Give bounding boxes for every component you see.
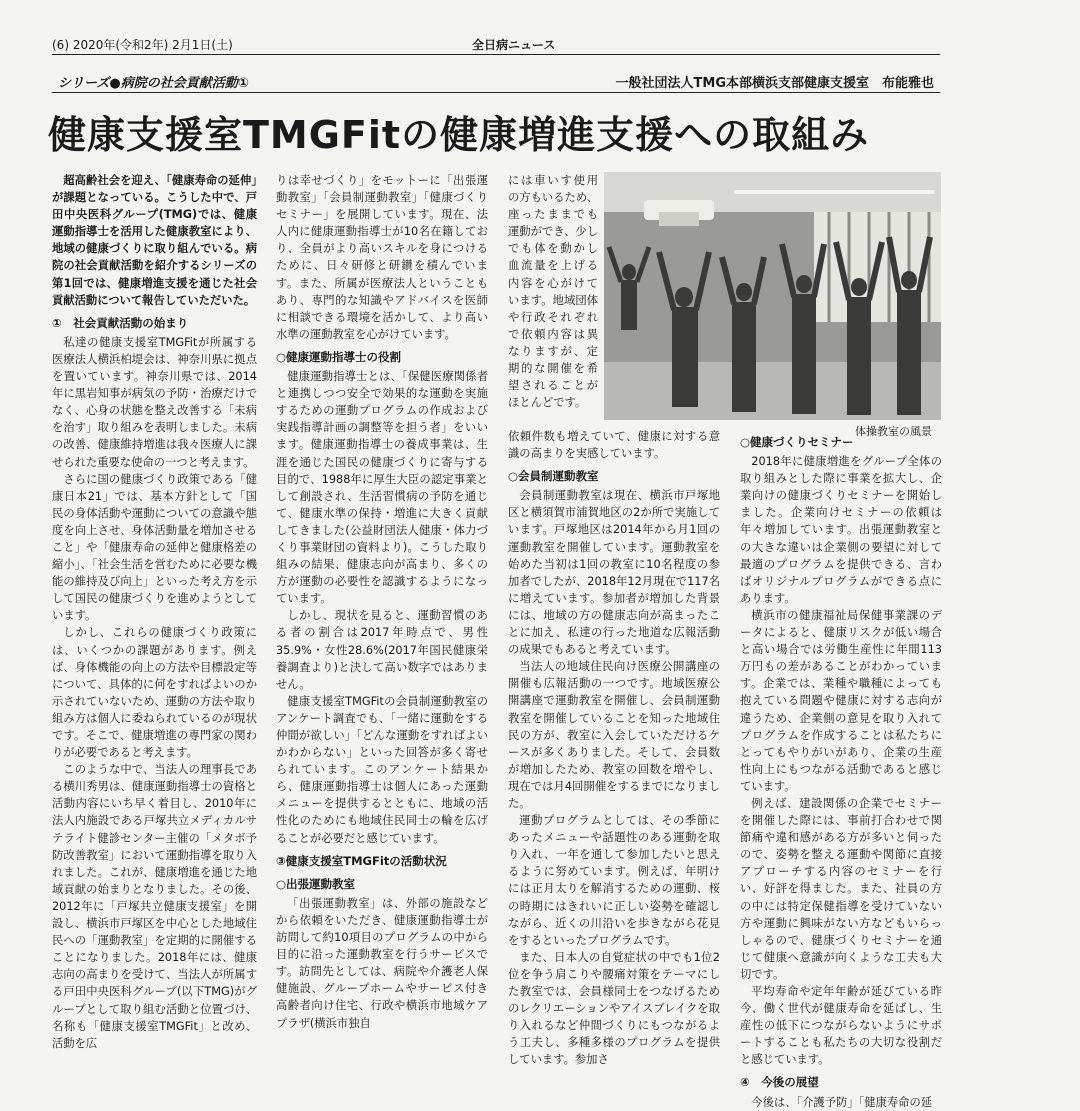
series-rule xyxy=(52,92,940,93)
paragraph: 健康支援室TMGFitの会員制運動教室のアンケート調査でも、「一緒に運動をする仲間が欲しい」「どんな運動をすればよいかわからない」といった回答が多く寄せられています。このアンケート結果から、健康運動指導士は個人にあった運動メニューを提供するとともに、地域の活性化のためにも地域住民同士の輪を広げることが必要だと感じています。 xyxy=(276,694,488,845)
photo-caption: 体操教室の風景 xyxy=(855,425,932,438)
subsection-heading: ○健康運動指導士の役割 xyxy=(276,349,402,364)
paragraph: しかし、現状を見ると、運動習慣のある者の割合は2017年時点で、男性35.9%・女性28.6%(2017年国民健康栄養調査より)と決して高い数字ではありません。 xyxy=(276,609,488,691)
paragraph: 例えば、建設関係の企業でセミナーを開催した際には、事前打合わせで関節痛や違和感がある方が多いと伺ったので、姿勢を整える運動や関節に直接アプローチする内容のセミナーを行い、好評を得ました。また、社員の方の中には特定保健指導を受けていない方や運動に興味がない方などもいらっしゃるので、健康づくりセミナーを通じて健康へ意識が向くような工夫も大切です。 xyxy=(740,796,942,981)
paragraph: 今後は、「介護予防」「健康寿命の延 xyxy=(751,1095,933,1109)
paragraph: 平均寿命や定年年齢が延びている昨今、働く世代が健康寿命を延ばし、生産性の低下につながらないようにサポートすることも私たちの大切な役割だと感じています。 xyxy=(740,985,942,1067)
series-bar xyxy=(52,70,940,92)
exercise-class-photo xyxy=(604,172,941,420)
paragraph: このような中で、当法人の理事長である横川秀男は、健康運動指導士の資格と活動内容にいち早く着目し、2010年に法人内施設である戸塚共立メディカルサテライト健診センター主催の「メタボ予防改善教室」において運動指導を取り入れました。これが、健康増進を通じた地域貢献の始まりとなりました。その後、2012年に「戸塚共立健康支援室」を開設し、横浜市戸塚区を中心とした地域住民への「運動教室」を定期的に開催することになりました。2018年には、健康志向の高まりを受けて、当法人が所属する戸田中央医科グループ(以下TMG)がグループとして取り組む活動と位置づけ、名称も「健康支援室TMGFit」と改め、活動を広 xyxy=(52,763,257,1050)
section-heading: ③健康支援室TMGFitの活動状況 xyxy=(276,853,447,868)
header-rule xyxy=(52,54,940,55)
paragraph: 2018年に健康増進をグループ全体の取り組みとした際に事業を拡大し、企業向けの健康づくりセミナーを開始しました。企業向けセミナーの依頼は年々増加しています。出張運動教室との大きな違いは企業側の要望に対して最適のプログラムを提供できる、言わばオリジナルプログラムができる点にあります。 xyxy=(740,455,942,605)
subsection-heading: ○健康づくりセミナー xyxy=(740,435,854,449)
paragraph: 健康運動指導士とは、「保健医療関係者と連携しつつ安全で効果的な運動を実施するための運動プログラムの作成および実践指導計画の調整等を担う者」をいいます。健康運動指導士の養成事業は、生涯を通じた国民の健康づくりに寄与する目的で、1988年に厚生大臣の認定事業として創設され、生活習慣病の予防を通じて、健康水準の保持・増進に大きく貢献してきました(公益財団法人健康・体力づくり事業財団の資料より)。こうした取り組みの結果、健康志向が高まり、多くの方が運動の必要性を認識するようになっています。 xyxy=(276,370,488,606)
paragraph: 依頼件数も増えていて、健康に対する意識の高まりを実感しています。 xyxy=(508,430,720,461)
paragraph: りは幸せづくり」をモットーに「出張運動教室」「会員制運動教室」「健康づくりセミナー」を展開しています。現在、法人内に健康運動指導士が10名在籍しており、全員がより高いスキルを身につけるために、日々研修と研鑽を積んでいます。また、所属が医療法人ということもあり、専門的な知識やアドバイスを医師に相談できる環境を活かして、より高い水準の運動教室を心がけています。 xyxy=(276,174,488,341)
series-tag: シリーズ●病院の社会貢献活動① xyxy=(58,76,249,91)
section-heading: ④ 今後の展望 xyxy=(740,1075,819,1090)
paragraph: 会員制運動教室は現在、横浜市戸塚地区と横須賀市浦賀地区の2か所で実施しています。戸塚地区は2014年から月1回の運動教室を開催しています。運動教室を始めた当初は1回の教室に10名程度の参加者でしたが、2018年12月現在で117名に増えています。参加者が増加した背景には、地域の方の健康志向が高まったことに加え、私達の行った地道な広報活動の成果でもあると考えています。 xyxy=(508,489,720,657)
column-2 xyxy=(276,172,488,1072)
article-title: 健康支援室TMGFitの健康増進支援への取組み xyxy=(48,113,870,157)
photo-illustration xyxy=(604,172,941,420)
paragraph: 私達の健康支援室TMGFitが所属する医療法人横浜柏堤会は、神奈川県に拠点を置いています。神奈川県では、2014年に黒岩知事が病気の予防・治療だけでなく、心身の状態を整え改善する「未病を治す」取り組みを表明しました。未病の改善、健康維持増進は我々医療人に課せられた重要な使命の一つと考えます。 xyxy=(52,335,257,469)
column-4 xyxy=(740,428,942,1109)
subsection-heading: ○会員制運動教室 xyxy=(508,469,599,484)
paragraph: また、日本人の自覚症状の中でも1位2位を争う肩こりや腰痛対策をテーマにした教室では、会員様同士をつなげるためのレクリエーションやアイスブレイクを取り入れるなど仲間づくりにもつながるよう工夫し、多種多様のプログラムを提供しています。参加さ xyxy=(508,950,720,1067)
column-3 xyxy=(508,428,720,1072)
column-1 xyxy=(52,172,257,1072)
lead-paragraph: 超高齢社会を迎え、「健康寿命の延伸」が課題となっている。こうした中で、戸田中央医科グループ(TMG)では、健康運動指導士を活用した健康教室により、地域の健康づくりに取り組んでいる。病院の社会貢献活動を紹介するシリーズの第1回では、健康増進支援を通じた社会貢献活動について報告していただいた。 xyxy=(52,174,257,307)
author-line: 一般社団法人TMG本部横浜支部健康支援室 布能雅也 xyxy=(615,76,934,91)
column-3-narrow xyxy=(508,172,598,428)
paragraph: しかし、これらの健康づくり政策には、いくつかの課題があります。例えば、身体機能の向上の方法や目標設定等について、具体的に何をすればよいのか示されていないため、運動の方法や取り組み方は個人に委ねられているのが現状です。そこで、健康増進の専門家の関わりが必要であると考えます。 xyxy=(52,626,257,760)
paragraph: 横浜市の健康福祉局保健事業課のデータによると、健康リスクが低い場合と高い場合では労働生産性に年間113万円もの差があることがわかっています。企業では、業種や職種によっても抱えている問題や健康に対する志向が違うため、企業側の意見を取り入れてプログラムを作成することは私たちにとってもやりがいがあり、企業の生産性向上にもつながる活動であると感じています。 xyxy=(740,608,942,793)
subsection-heading: ○出張運動教室 xyxy=(276,876,356,891)
paragraph: さらに国の健康づくり政策である「健康日本21」では、基本方針として「国民の身体活動や運動についての意識や態度を向上させ、身体活動量を増加させること」や「健康寿命の延伸と健康格差の縮小」、「社会生活を営むために必要な機能の維持及び向上」といった考え方を示して国民の健康づくりを進めようとしています。 xyxy=(52,472,257,623)
paragraph: 「出張運動教室」は、外部の施設などから依頼をいただき、健康運動指導士が訪問して約10項目のプログラムの中から目的に沿った運動教室を行うサービスです。訪問先としては、病院や介護老人保健施設、グループホームやサービス付き高齢者向け住宅、行政や横浜市地域ケアプラザ(横浜市独自 xyxy=(276,896,488,1030)
paragraph: には車いす使用の方もいるため、座ったままでも運動ができ、少しでも体を動かし血流量を上げる内容を心がけています。地域団体や行政それぞれで依頼内容は異なりますが、定期的な開催を希望されることがほとんどです。 xyxy=(508,174,598,410)
paragraph: 当法人の地域住民向け医療公開講座の開催も広報活動の一つです。地域医療公開講座で運動教室を開催し、会員制運動教室を開催していることを知った地域住民の方が、教室に入会していただけるケースが多くありました。そして、会員数が増加したため、教室の回数を増やし、現在では月4回開催をするまでになりました。 xyxy=(508,660,720,810)
newspaper-name: 全日病ニュース xyxy=(472,38,556,52)
section-heading: ① 社会貢献活動の始まり xyxy=(52,315,189,330)
paragraph: 運動プログラムとしては、その季節にあったメニューや話題性のある運動を取り入れ、一年を通して参加したいと思えるように努めています。例えば、年明けには正月太りを解消するための運動、桜の時期にはきれいに正しい姿勢を確認しながら、近くの川沿いを歩きながら花見をするといったプログラムです。 xyxy=(508,814,720,947)
issue-date: (6) 2020年(令和2年) 2月1日(土) xyxy=(52,38,233,52)
page-header xyxy=(52,34,940,56)
